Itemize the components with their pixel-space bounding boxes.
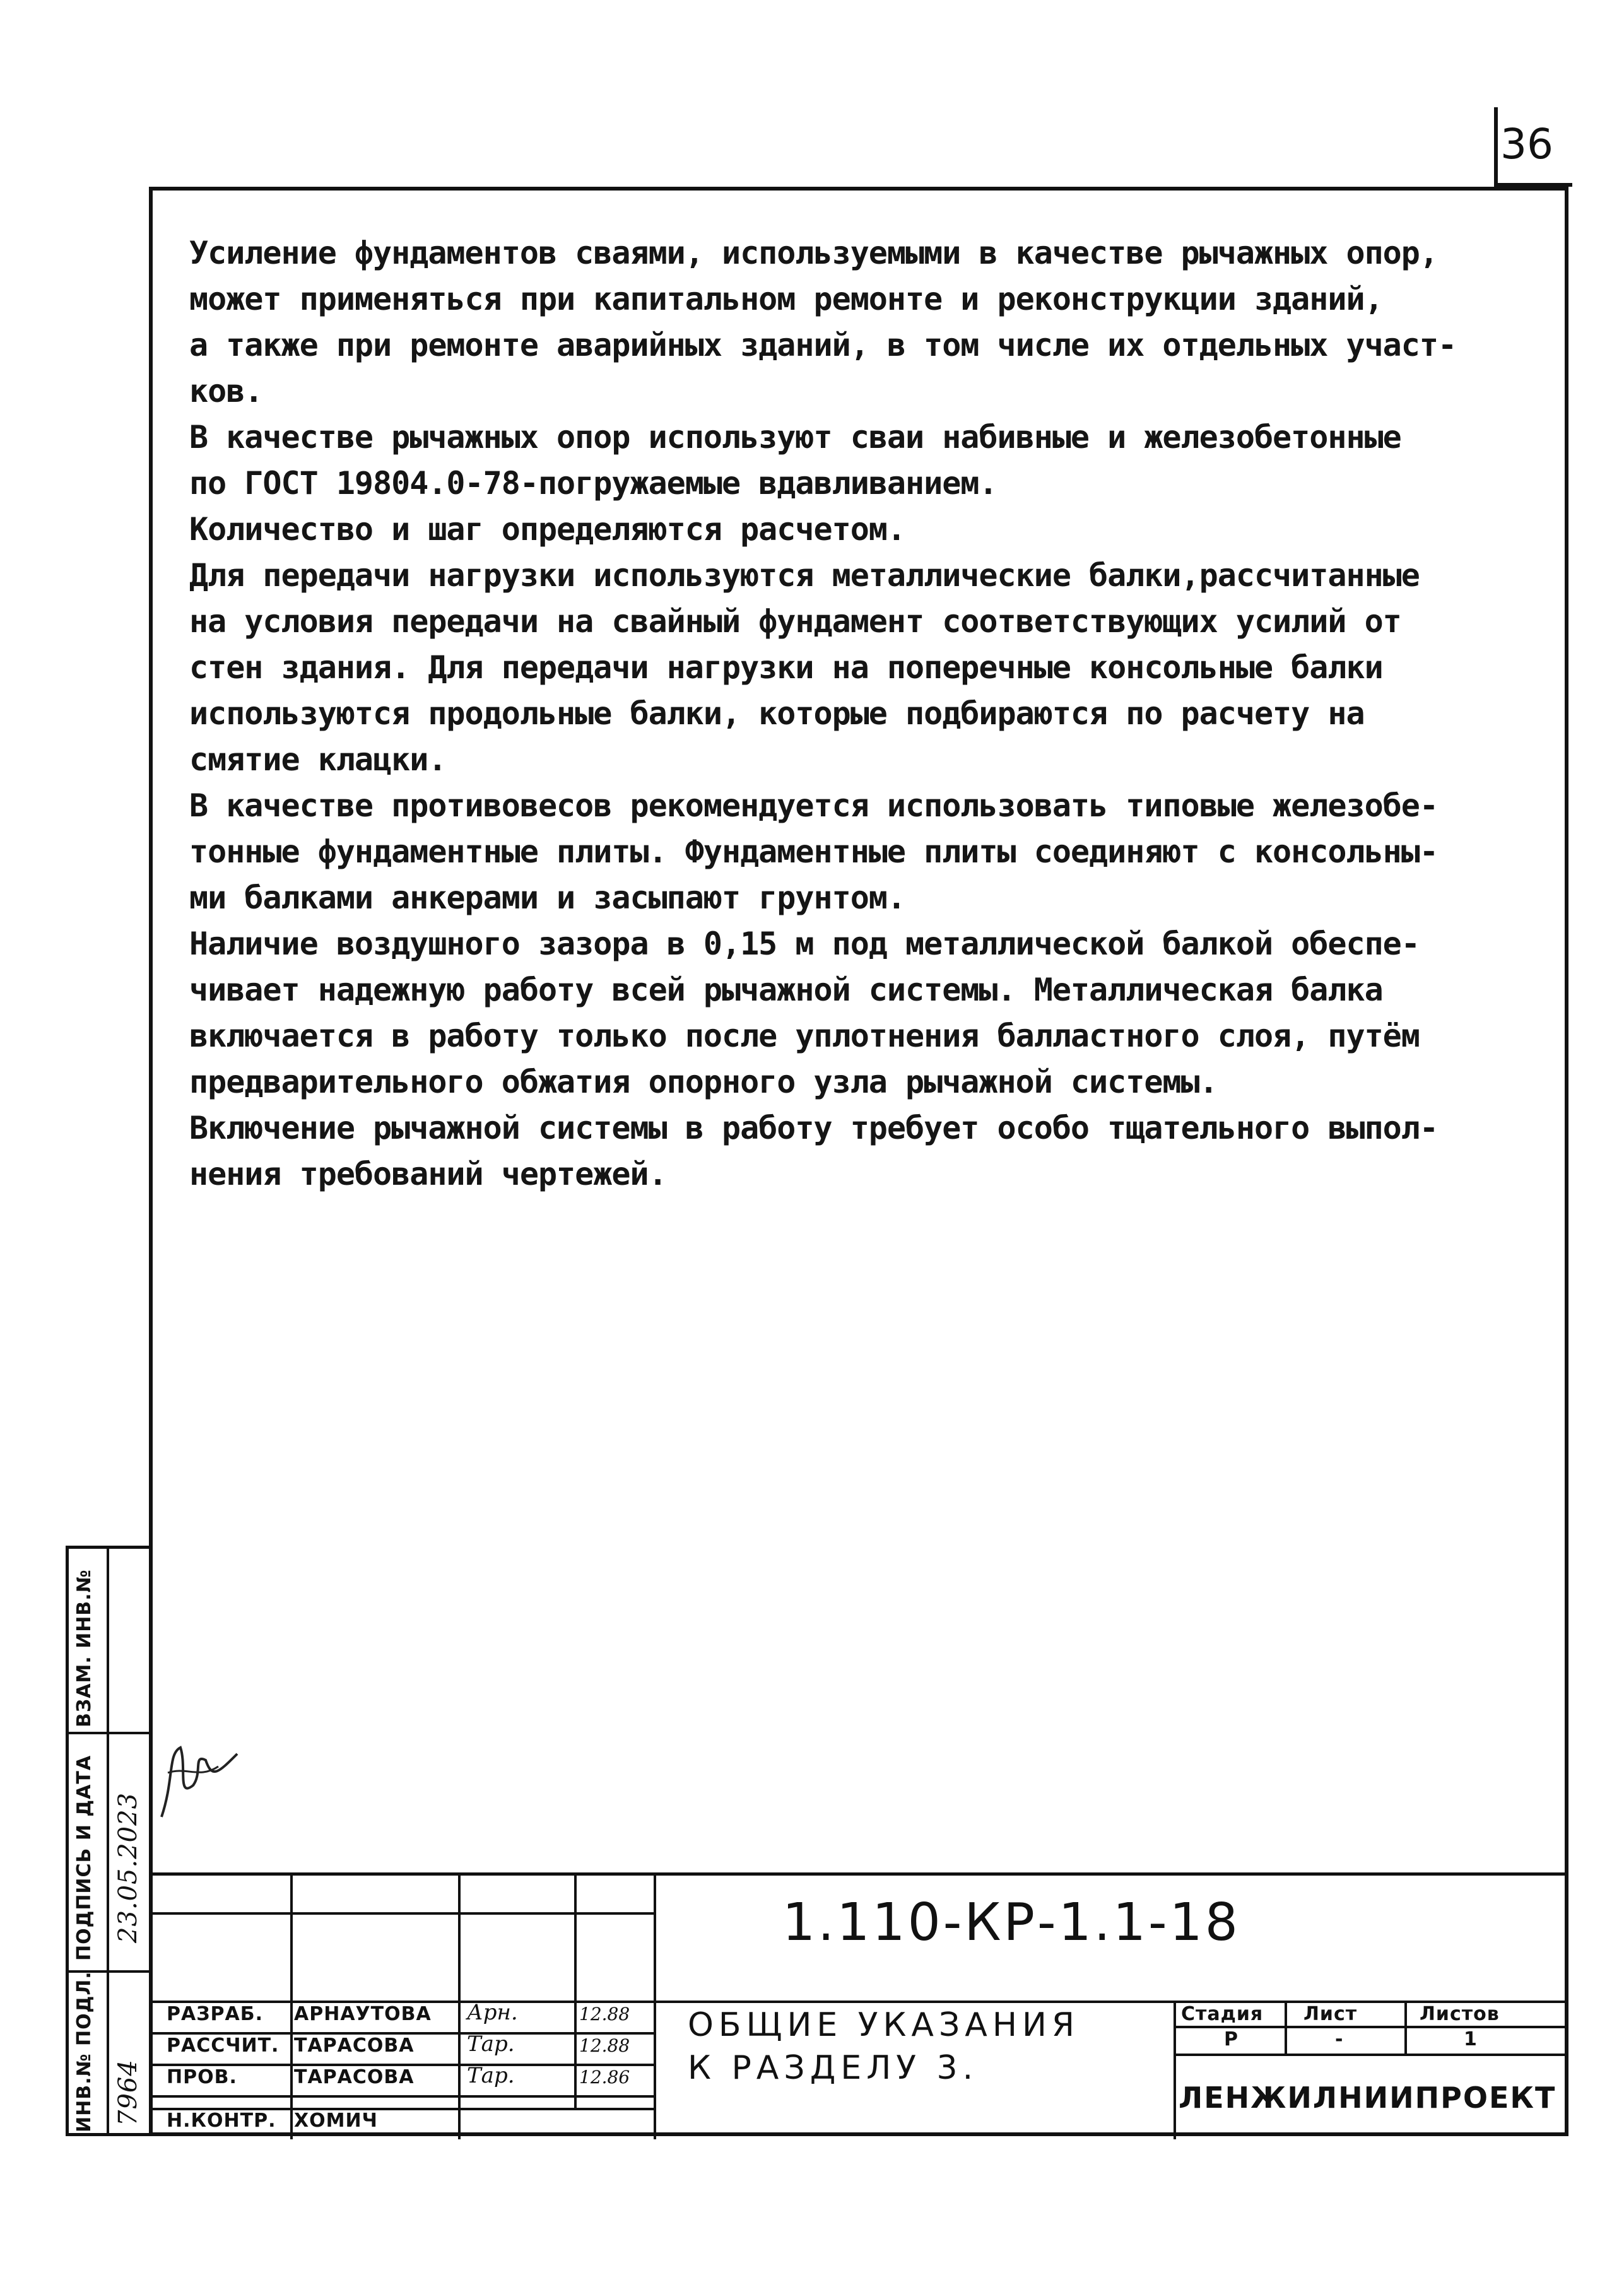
body-line: Для передачи нагрузки используются металлические балки,рассчитанные (189, 557, 1420, 594)
stamp-name: АРНАУТОВА (294, 2003, 432, 2025)
sheets-value: 1 (1464, 2028, 1478, 2050)
grid-line (654, 1876, 656, 2139)
grid-line (149, 2095, 654, 2098)
grid-line (1285, 2001, 1287, 2054)
body-line: ков. (189, 373, 263, 409)
body-text (189, 230, 1539, 1197)
body-line: используются продольные балки, которые подбираются по расчету на (189, 695, 1365, 732)
stamp-date: 12.86 (579, 2067, 630, 2088)
body-line: В качестве противовесов рекомендуется использовать типовые железобе- (189, 787, 1438, 824)
stamp-name: ТАРАСОВА (294, 2035, 415, 2057)
body-line: стен здания. Для передачи нагрузки на поперечные консольные балки (189, 649, 1383, 686)
stage-header: Стадия (1181, 2003, 1264, 2025)
body-line: на условия передачи на свайный фундамент соответствующих усилий от (189, 603, 1401, 640)
sheets-header: Листов (1420, 2003, 1500, 2025)
sheet-header: Лист (1303, 2003, 1358, 2025)
inv-number-label: ИНВ.№ ПОДЛ. (73, 1971, 95, 2132)
body-line: чивает надежную работу всей рычажной системы. Металлическая балка (189, 972, 1383, 1008)
document-code: 1.110-КР-1.1-18 (782, 1893, 1240, 1953)
body-line: по ГОСТ 19804.0-78-погружаемые вдавливанием. (189, 465, 997, 502)
grid-line (1174, 2001, 1176, 2139)
body-line: ми балками анкерами и засыпают грунтом. (189, 879, 905, 916)
body-line: смятие клацки. (189, 741, 447, 778)
stamp-signature: Тар. (467, 2031, 515, 2057)
body-line: Наличие воздушного зазора в 0,15 м под металлической балкой обеспе- (189, 926, 1420, 962)
grid-line (458, 1876, 461, 2139)
stamp-signature: Тар. (467, 2063, 515, 2088)
stamp-role: РАССЧИТ. (167, 2035, 279, 2057)
stamp-date: 12.88 (579, 2035, 630, 2056)
sheet-title-line-2: К РАЗДЕЛУ 3. (688, 2049, 979, 2087)
side-divider (69, 1732, 149, 1734)
grid-line (290, 1876, 293, 2139)
sign-date-value: 23.05.2023 (114, 1792, 143, 1943)
body-line: Усиление фундаментов сваями, используемыми в качестве рычажных опор, (189, 235, 1438, 271)
body-line: Включение рычажной системы в работу требует особо тщательного выпол- (189, 1110, 1438, 1146)
stamp-date: 12.88 (579, 2004, 630, 2024)
grid-line (574, 1876, 577, 2108)
stamp-name: ТАРАСОВА (294, 2066, 415, 2088)
inv-number-value: 7964 (114, 2059, 143, 2126)
stage-value: Р (1224, 2028, 1239, 2050)
grid-line (1404, 2001, 1407, 2054)
page-number: 36 (1500, 120, 1553, 168)
body-line: Количество и шаг определяются расчетом. (189, 511, 905, 548)
stamp-role: Н.КОНТР. (167, 2110, 276, 2132)
stamp-signature: Арн. (467, 2000, 518, 2025)
sheet-title-line-1: ОБЩИЕ УКАЗАНИЯ (688, 2006, 1080, 2044)
side-signature-scribble (149, 1729, 262, 1830)
body-line: тонные фундаментные плиты. Фундаментные плиты соединяют с консольны- (189, 833, 1438, 870)
grid-line (149, 1912, 654, 1915)
stamp-name: ХОМИЧ (294, 2110, 378, 2132)
body-line: может применяться при капитальном ремонте и реконструкции зданий, (189, 281, 1383, 317)
sheet-value: - (1335, 2028, 1344, 2050)
vzam-inv-label: ВЗАМ. ИНВ.№ (73, 1569, 95, 1727)
stamp-role: ПРОВ. (167, 2066, 237, 2088)
organization-name: ЛЕНЖИЛНИИПРОЕКТ (1179, 2081, 1556, 2115)
body-line: включается в работу только после уплотнения балластного слоя, путём (189, 1018, 1420, 1054)
body-line: нения требований чертежей. (189, 1156, 667, 1192)
grid-line (1174, 2054, 1568, 2056)
body-line: предварительного обжатия опорного узла рычажной системы. (189, 1064, 1218, 1100)
sign-date-label: ПОДПИСЬ И ДАТА (73, 1754, 95, 1961)
body-line: а также при ремонте аварийных зданий, в том числе их отдельных участ- (189, 327, 1457, 363)
body-line: В качестве рычажных опор используют сваи набивные и железобетонные (189, 419, 1401, 455)
stamp-role: РАЗРАБ. (167, 2003, 263, 2025)
